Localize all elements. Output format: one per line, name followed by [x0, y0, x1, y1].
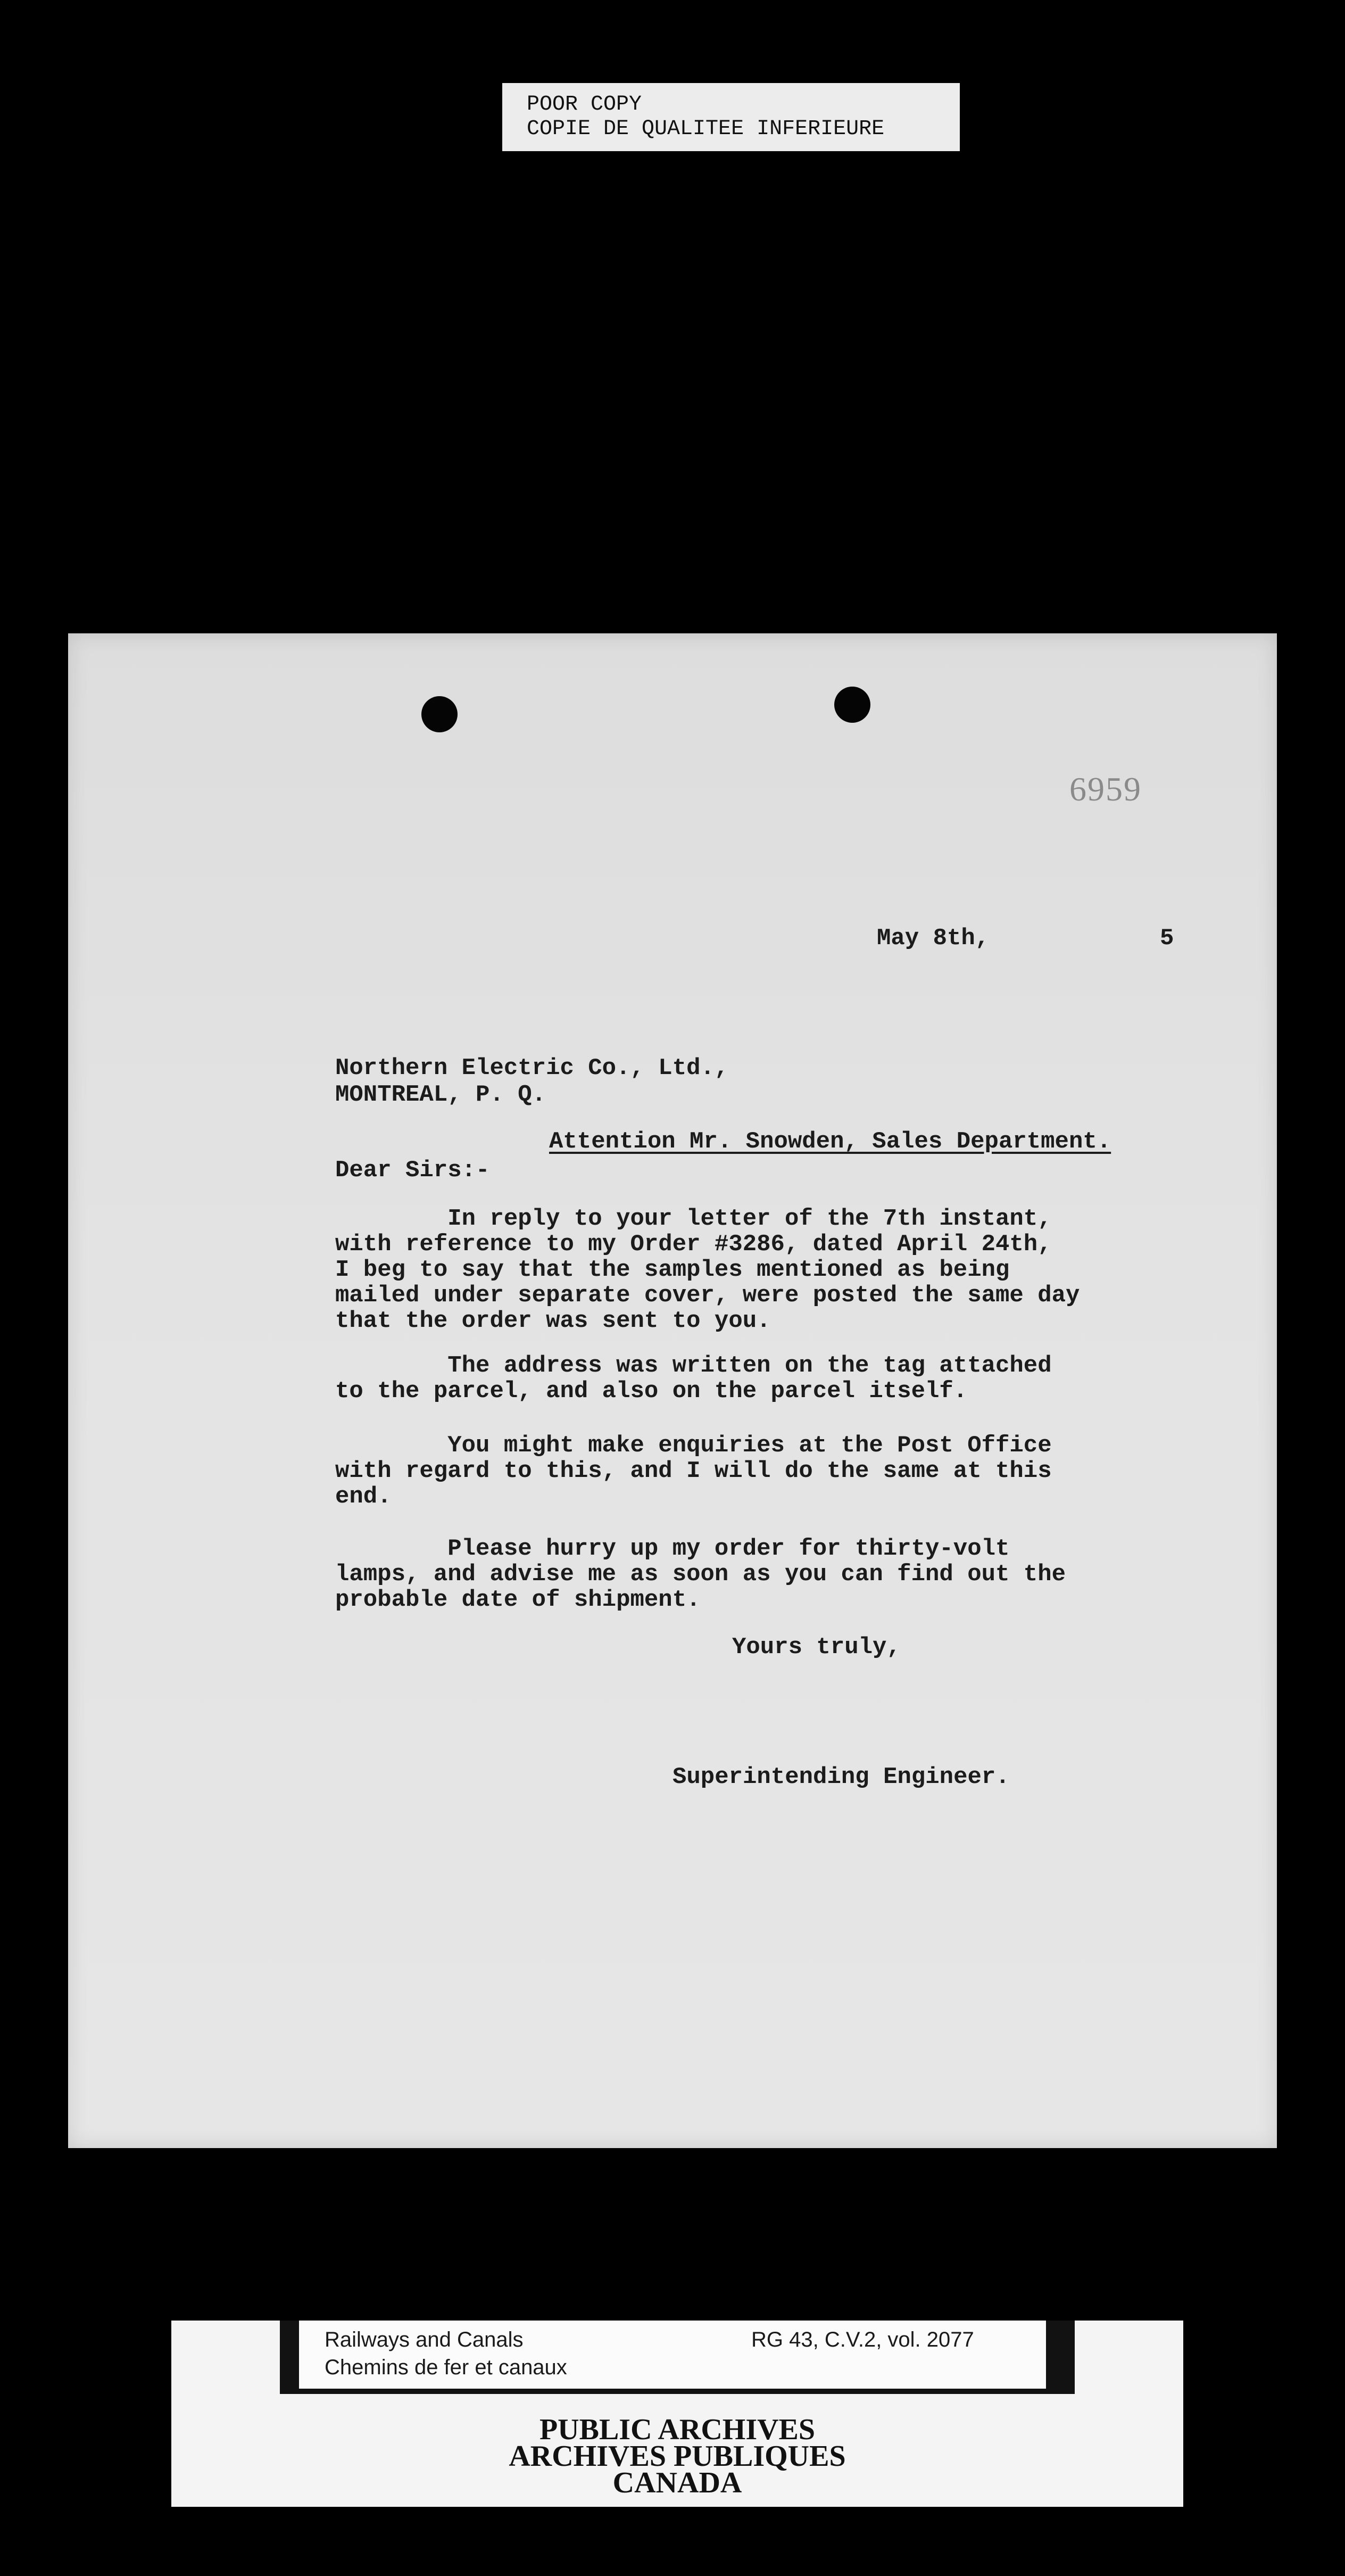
- paragraph-line: with reference to my Order #3286, dated April 24th,: [335, 1231, 1052, 1258]
- archive-label: [171, 2321, 1183, 2507]
- archive-title-en: PUBLIC ARCHIVES: [539, 2413, 816, 2446]
- fonds-name-en: Railways and Canals: [325, 2328, 524, 2351]
- paragraph-line: I beg to say that the samples mentioned as being: [335, 1257, 1010, 1283]
- paragraph-4: [335, 1536, 1066, 1613]
- closing: Yours truly,: [732, 1634, 901, 1661]
- punch-hole-left: [421, 696, 458, 732]
- paragraph-line: lamps, and advise me as soon as you can find out the: [335, 1561, 1066, 1588]
- archive-title-fr: ARCHIVES PUBLIQUES: [509, 2440, 846, 2473]
- paragraph-line: You might make enquiries at the Post Office: [335, 1432, 1052, 1459]
- page-number: 5: [1160, 925, 1174, 952]
- reference-bar: [280, 2321, 1075, 2394]
- paragraph-line: Please hurry up my order for thirty-volt: [335, 1535, 1010, 1562]
- paragraph-2: [335, 1353, 1052, 1404]
- poor-copy-label: [502, 83, 960, 151]
- letter-sheet: [68, 633, 1277, 2148]
- paragraph-line: with regard to this, and I will do the same at this: [335, 1458, 1052, 1484]
- paragraph-line: The address was written on the tag attached: [335, 1352, 1052, 1379]
- signature-title: Superintending Engineer.: [672, 1764, 1010, 1790]
- archive-reference: RG 43, C.V.2, vol. 2077: [751, 2328, 974, 2351]
- paragraph-line: to the parcel, and also on the parcel itself.: [335, 1378, 968, 1405]
- paragraph-line: In reply to your letter of the 7th instant,: [335, 1206, 1052, 1232]
- letter-date: May 8th,: [877, 925, 990, 952]
- paragraph-line: end.: [335, 1483, 392, 1510]
- paragraph-line: probable date of shipment.: [335, 1587, 701, 1613]
- reference-card: [299, 2321, 1046, 2389]
- paragraph-1: [335, 1206, 1080, 1334]
- punch-hole-right: [834, 687, 870, 723]
- fonds-name-fr: Chemins de fer et canaux: [325, 2356, 567, 2379]
- recipient-line-1: Northern Electric Co., Ltd.,: [335, 1055, 729, 1081]
- file-number: 6959: [1069, 770, 1142, 808]
- paragraph-line: mailed under separate cover, were posted the same day: [335, 1282, 1080, 1309]
- archive-title-country: CANADA: [612, 2466, 742, 2499]
- recipient-line-2: MONTREAL, P. Q.: [335, 1081, 546, 1108]
- salutation: Dear Sirs:-: [335, 1157, 490, 1184]
- poor-copy-line-fr: COPIE DE QUALITEE INFERIEURE: [527, 117, 885, 141]
- paragraph-line: that the order was sent to you.: [335, 1308, 771, 1334]
- poor-copy-line-en: POOR COPY: [527, 93, 642, 117]
- attention-line: Attention Mr. Snowden, Sales Department.: [549, 1128, 1111, 1155]
- paragraph-3: [335, 1433, 1052, 1509]
